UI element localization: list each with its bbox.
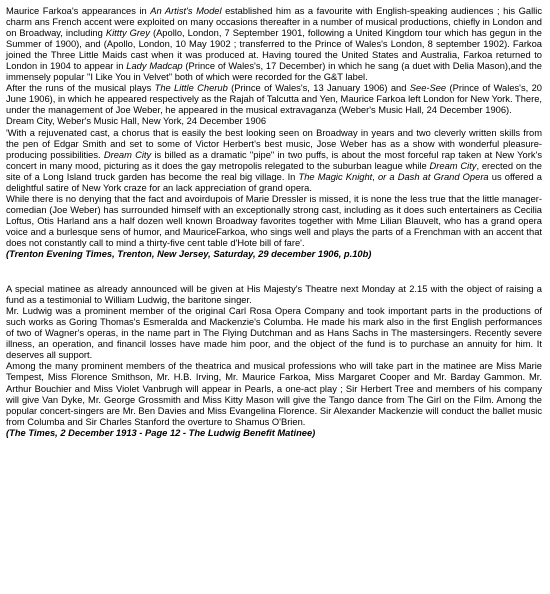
title-magic-knight: The Magic Knight [298,171,373,182]
text-run: After the runs of the musical plays [6,83,155,94]
text-run: , erected on the site of a Long Island truck garden has become the real big village. In [6,160,542,182]
title-see-see: See-See [409,83,447,94]
source-citation-trenton: (Trenton Evening Times, Trenton, New Jersey, Saturday, 29 december 1906, p.10b) [6,249,372,260]
text-run: (Prince of Wales's, 13 January 1906) and [227,83,410,94]
text-run: us offered a delightful satire of New York craze for an lack appreciation of grand opera. [6,171,542,193]
paragraph-review-quote [6,128,542,194]
title-dream-city: Dream City [429,160,477,171]
title-little-cherub: The Little Cherub [154,83,228,94]
title-dream-city: Dream City [103,149,152,160]
paragraph-farkoa-career [6,6,542,83]
dream-city-heading: Dream City, Weber's Music Hall, New York, 24 December 1906 [6,116,267,127]
text-run: , [372,171,378,182]
section-divider-space [6,260,542,284]
text-run: (Apollo, London, 7 September 1901, following a United Kingdom tour which has gegun in the Summer of 1900), and (Apollo, London, 10 May 1902 ; transferred to the Prince of Wales's London, 8 september 1902). Farkoa joined the Three Little Maids cast when it was produced at. Having toured the United States and Australia, Farkoa returned to London in 1904 to appear in [6,28,543,72]
paragraph-cast: While there is no denying that the fact and avoirdupois of Marie Dressler is missed, it is none the less true that the little manager-comedian (Joe Weber) has surrounded himself with an exceptionally strong cast, including as it does such entertainers as Cecilia Loftus, Otis Harland ans a half dozen well known Broadway favorites together with Mme Lilian Blauvelt, who has a grand opera voice and a burlesque sens of humor, and MauriceFarkoa, who sings well and plays the parts of a Frenchman with an accent that does not constantly call to mind a thirty-five cent table d'Hote bill of fare'. [6,193,542,248]
paragraph-new-york [6,83,542,116]
text-run: (Prince of Wales's, 20 June 1906), in which he appeared respectively as the Rajah of Talcutta and Yen, Maurice Farkoa left London for New York. There, under the management of Joe Weber, he appeared in the musical extravaganza (Weber's Music Hall, 24 December 1906). [6,83,542,116]
title-kittty-grey: Kittty Grey [105,28,150,39]
text-run: established him as a favourite with English-speaking audiences ; his Gallic charm ans French accent were exploited on many occasions thereafter in a number of musical productions, chiefly in London and on Broadway, including [6,6,542,39]
text-run: is billed as a dramatic "pipe" in two puffs, is about the most forceful rap taken at New York's concert in many mood, picturing as it does the gay metropolis relegated to the suburban league while [6,149,542,171]
source-citation-times: (The Times, 2 December 1913 - Page 12 - The Ludwig Benefit Matinee) [6,427,316,438]
paragraph-performers: Among the many prominent members of the theatrica and musical professions who will take part in the matinee are Miss Marie Tempest, Miss Florence Smithson, Mr. H.B. Irving, Mr. Maurice Farkoa, Miss Margaret Cooper and Mr. Barday Gammon. Mr. Arthur Bouchier and Miss Violet Vanbrugh will appear in Pearls, a one-act play ; Sir Herbert Tree and members of his company will give Van Dyke, Mr. George Grossmith and Miss Kitty Mason will give the Tango dance from The Girl on the Film. Among the popular concert-singers are Mr. Ben Davies and Miss Evangelina Florence. Sir Alexander Mackenzie will conduct the ballet music from Columba and Sir Charles Stanford the overture to Shamus O'Brien. [6,361,542,427]
title-an-artists-model: An Artist's Model [150,6,222,16]
paragraph-ludwig: Mr. Ludwig was a prominent member of the original Carl Rosa Opera Company and took important parts in the productions of such works as Goring Thomas's Esmeralda and Mackenzie's Columba. He made his mark also in the first English performances of two of Wagner's operas, in the name part in The Flying Dutchman and as Hans Sachs in The mastersingers. Recently severe illness, an operation, and financil losses have made him poor, and the object of the fund is to purchase an annuity for him. It deserves all support. [6,306,542,361]
text-run: (Prince of Wales's, 17 December) in which he sang (a duet with Delia Mason),and the immensely popular "I Like You in Velvet" both of which were recorded for the G&T label. [6,61,542,83]
title-lady-madcap: Lady Madcap [126,61,183,72]
text-run: 'With a rejuvenated cast, a chorus that is easily the best looking seen on Broadway in years and two cleverly written skills from the pen of Edgar Smith and set to some of Victor Herbert's best music, Jose Weber has as a show with wonderful pleasure-producing possibilities. [6,127,542,160]
paragraph-matinee: A special matinee as already announced will be given at His Majesty's Theatre next Monday at 2.15 with the object of raising a fund as a testimonial to William Ludwig, the baritone singer. [6,284,542,306]
title-dash-grand-opera: or a Dash at Grand Opera [377,171,489,182]
text-run: Maurice Farkoa's appearances in [6,6,151,16]
document-page [6,0,542,439]
